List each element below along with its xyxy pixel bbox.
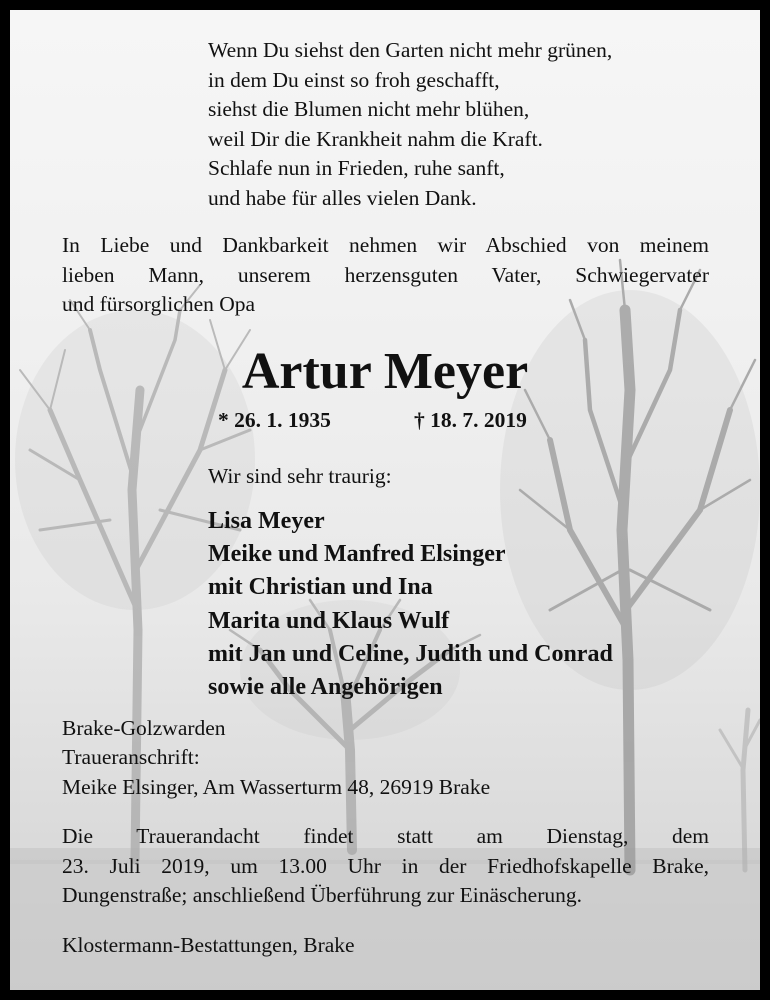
life-dates: [218, 406, 527, 434]
mourning-address: [62, 743, 490, 802]
poem: [208, 36, 612, 213]
intro-line: und fürsorglichen Opa: [62, 292, 256, 316]
farewell-intro: [62, 231, 709, 320]
poem-line: weil Dir die Krankheit nahm die Kraft.: [208, 126, 543, 151]
poem-line: in dem Du einst so froh geschafft,: [208, 67, 500, 92]
place: Brake-Golzwarden: [62, 716, 226, 740]
mourner-name: sowie alle Angehörigen: [208, 674, 443, 701]
address-value: Meike Elsinger, Am Wasserturm 48, 26919 Brake: [62, 774, 491, 799]
mourners-list: [208, 505, 613, 704]
mourner-name: mit Jan und Celine, Judith und Conrad: [208, 640, 613, 667]
poem-line: Wenn Du siehst den Garten nicht mehr grünen,: [208, 38, 613, 62]
mourner-name: mit Christian und Ina: [208, 574, 433, 601]
service-line: 23. Juli 2019, um 13.00 Uhr in der Friedhofskapelle Brake,: [62, 853, 709, 878]
mourners-intro: Wir sind sehr traurig:: [208, 464, 392, 488]
mourner-name: Meike und Manfred Elsinger: [208, 541, 506, 568]
service-info: [62, 822, 709, 911]
deceased-name: Artur Meyer: [241, 343, 529, 400]
undertaker: Klostermann-Bestattungen, Brake: [62, 933, 355, 957]
mourner-name: Lisa Meyer: [208, 508, 325, 534]
service-line: Dungenstraße; anschließend Überführung zur Einäscherung.: [62, 883, 582, 907]
poem-line: siehst die Blumen nicht mehr blühen,: [208, 97, 530, 121]
service-line: Die Trauerandacht findet statt am Dienstag, dem: [62, 824, 709, 848]
address-label: Traueranschrift:: [62, 745, 200, 769]
intro-line: lieben Mann, unserem herzensguten Vater, Schwiegervater: [62, 262, 709, 287]
birth-date: * 26. 1. 1935: [218, 408, 331, 432]
death-date: † 18. 7. 2019: [414, 408, 527, 432]
mourner-name: Marita und Klaus Wulf: [208, 607, 450, 634]
poem-line: und habe für alles vielen Dank.: [208, 185, 477, 210]
intro-line: In Liebe und Dankbarkeit nehmen wir Abschied von meinem: [62, 233, 709, 257]
poem-line: Schlafe nun in Frieden, ruhe sanft,: [208, 156, 505, 180]
